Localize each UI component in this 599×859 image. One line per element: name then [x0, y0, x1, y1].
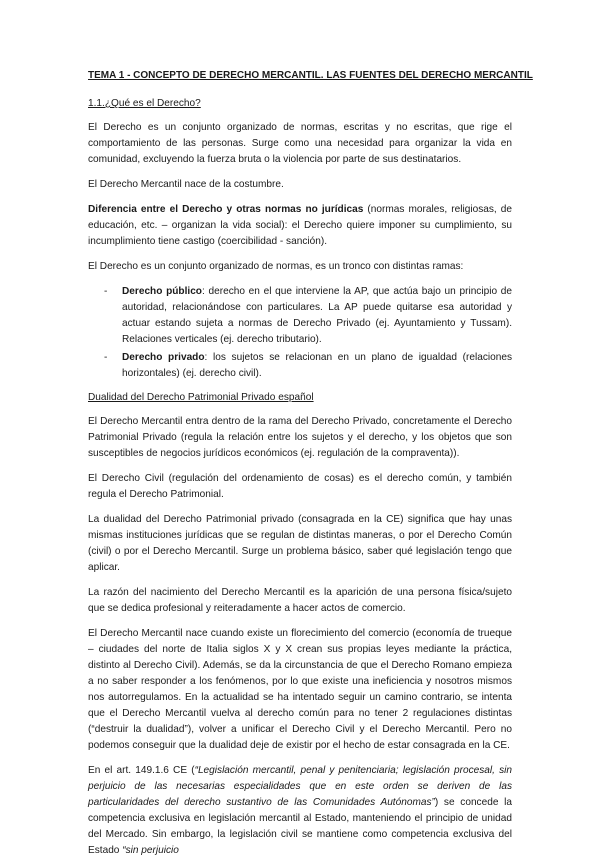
paragraph-rama-privado: El Derecho Mercantil entra dentro de la rama del Derecho Privado, concretamente el Derecho Patrimonial Privado (regula la relación entre los sujetos y el derecho, y los objetos que son susceptibles de negocios jurídicos económicos (ej. regulación de la compraventa)).: [88, 416, 512, 459]
art-149-quote-2: “sin perjuicio: [122, 845, 179, 856]
paragraph-derecho-civil: El Derecho Civil (regulación del ordenamiento de cosas) es el derecho común, y también regula el Derecho Patrimonial.: [88, 473, 512, 500]
ramas-list: [88, 284, 512, 382]
paragraph-definition: El Derecho es un conjunto organizado de normas, escritas y no escritas, que rige el comportamiento de las personas. Surge como una necesidad para organizar la vida en comunidad, excluyendo la fuerza bruta o la violencia por parte de sus destinatarios.: [88, 122, 512, 165]
list-item-derecho-privado: [88, 350, 512, 382]
paragraph-ramas: El Derecho es un conjunto organizado de normas, es un tronco con distintas ramas:: [88, 261, 464, 272]
dash-bullet: -: [104, 352, 108, 363]
section-heading-que-es-el-derecho: 1.1.¿Qué es el Derecho?: [88, 98, 201, 109]
paragraph-diferencia: [88, 202, 512, 250]
paragraph-diferencia-bold: Diferencia entre el Derecho y otras normas no jurídicas: [88, 204, 364, 215]
paragraph-diferencia-text: (normas morales, religiosas, de educación, etc. – organizan la vida social): el Derecho quiere imponer su cumplimiento, su incumplimiento tiene castigo (coercibilidad - sanción).: [88, 204, 512, 247]
section-heading-dualidad: Dualidad del Derecho Patrimonial Privado español: [88, 392, 314, 403]
paragraph-dualidad: La dualidad del Derecho Patrimonial privado (consagrada en la CE) significa que hay unas mismas instituciones jurídicas que se regulan de distintas maneras, o por el Derecho Común (civil) o por el Derecho Mercantil. Surge un problema básico, saber qué legislación tengo que aplicar.: [88, 514, 512, 573]
dash-bullet: -: [104, 286, 108, 297]
art-149-text-a: En el art. 149.1.6 CE (: [88, 765, 195, 776]
paragraph-costumbre: El Derecho Mercantil nace de la costumbre.: [88, 179, 284, 190]
paragraph-florecimiento: El Derecho Mercantil nace cuando existe un florecimiento del comercio (economía de trueque – ciudades del norte de Italia siglos X y X crean sus propias leyes mediante la práctica, distinto al Derecho Civil). Además, se da la circunstancia de que el Derecho Romano empieza a no saber responder a los fenómenos, por lo que existe una ineficiencia y nosotros mismos nos autorregulamos. En la actualidad se ha intentado seguir un camino contrario, se intenta que el Derecho Mercantil vuelva al derecho común para no tener 2 regulaciones distintas (“destruir la dualidad”), volver a unificar el Derecho Civil y el Derecho Mercantil. Pero no podemos conseguir que la dualidad deje de existir por el hecho de estar consagrada en la CE.: [88, 628, 512, 751]
list-item-bold: Derecho privado: [122, 352, 205, 363]
document-title: TEMA 1 - CONCEPTO DE DERECHO MERCANTIL. LAS FUENTES DEL DERECHO MERCANTIL: [88, 70, 533, 81]
list-item-text: : derecho en el que interviene la AP, que actúa bajo un principio de autoridad, relacionándose con particulares. La AP puede quitarse esa autoridad y actuar estando sujeta a normas de Derecho Privado (ej. Ayuntamiento y Tussam). Relaciones verticales (ej. derecho tributario).: [122, 286, 512, 345]
art-149-text-b: ) se concede la competencia exclusiva en legislación mercantil al Estado, manteniendo el principio de unidad del Mercado. Sin embargo, la legislación civil se mantiene como competencia exclusiva del Estado: [88, 797, 512, 856]
art-149-quote: “Legislación mercantil, penal y penitenciaria; legislación procesal, sin perjuicio de las necesarias especialidades que en este orden se deriven de las particularidades del derecho sustantivo de las Comunidades Autónomas”: [88, 765, 512, 808]
list-item-bold: Derecho público: [122, 286, 202, 297]
list-item-derecho-publico: [88, 284, 512, 348]
paragraph-art-149: [88, 763, 512, 859]
paragraph-razon-nacimiento: La razón del nacimiento del Derecho Mercantil es la aparición de una persona física/sujeto que se dedica profesional y reiteradamente a hacer actos de comercio.: [88, 587, 512, 614]
list-item-text: : los sujetos se relacionan en un plano de igualdad (relaciones horizontales) (ej. derecho civil).: [122, 352, 512, 379]
